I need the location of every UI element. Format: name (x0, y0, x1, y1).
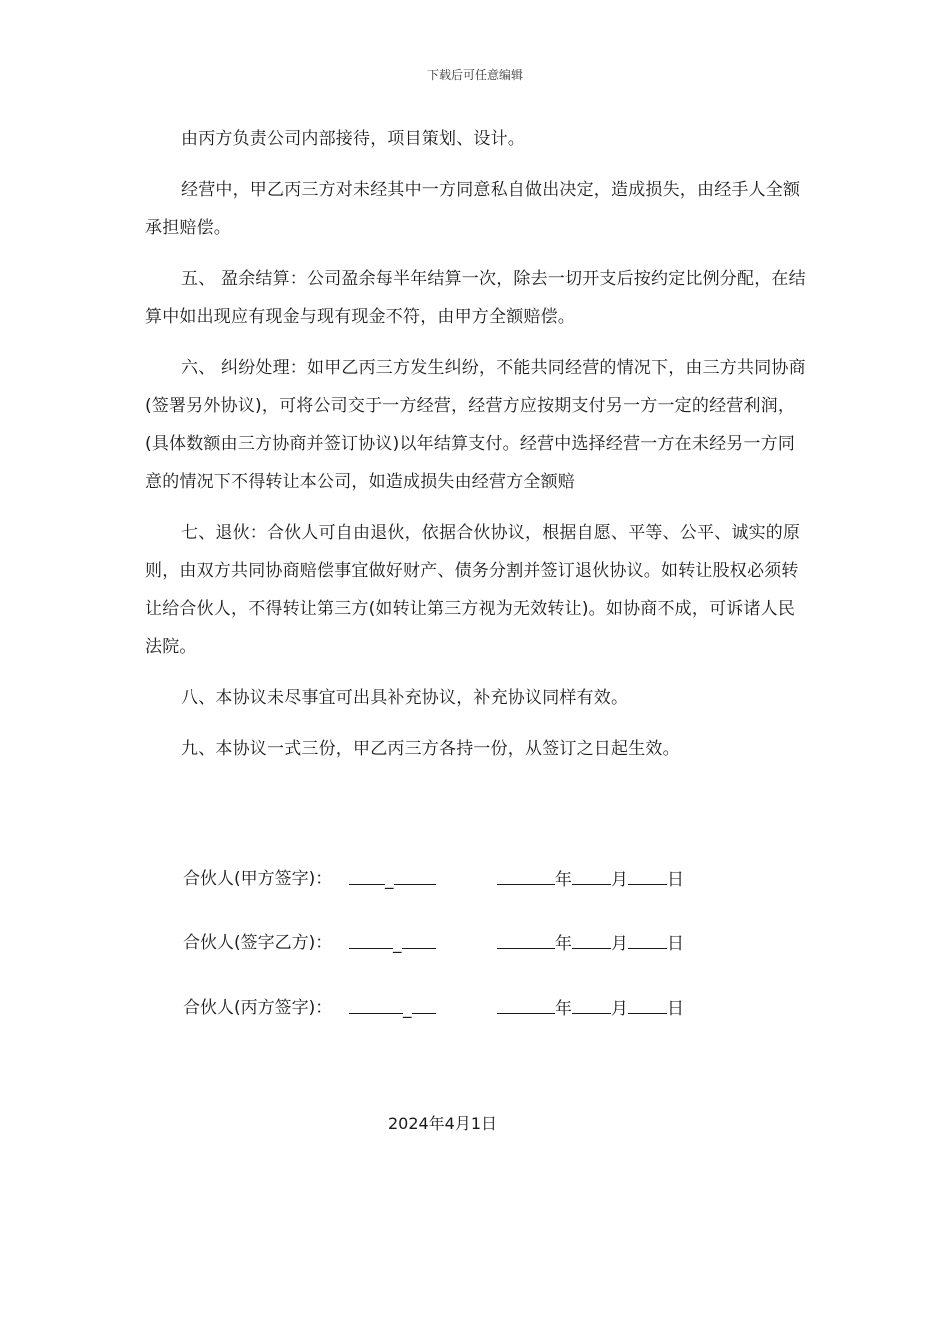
paragraph-liability: 经营中，甲乙丙三方对未经其中一方同意私自做出决定，造成损失，由经手人全额承担赔偿。 (145, 180, 801, 238)
header-note: 下载后可任意编辑 (426, 68, 523, 82)
signature-field[interactable] (349, 930, 436, 957)
paragraph-reception: 由丙方负责公司内部接待，项目策划、设计。 (181, 129, 525, 149)
signature-label: 合伙人(签字乙方)： (183, 933, 333, 953)
signature-row-party-a (183, 866, 743, 892)
paragraph-withdrawal: 七、退伙：合伙人可自由退伙，依据合伙协议，根据自愿、平等、公平、诚实的原则，由双方共同协商赔偿事宜做好财产、债务分割并签订退伙协议。如转让股权必须转让给合伙人，不得转让第三方(如转让第三方视为无效转让)。如协商不成，可诉诸人民法院。 (145, 523, 801, 657)
signature-row-party-c (183, 995, 743, 1021)
month-label: 月 (611, 999, 628, 1019)
month-label: 月 (611, 934, 628, 954)
signature-separator: _ (393, 934, 402, 954)
day-label: 日 (667, 999, 684, 1019)
signature-separator: _ (385, 870, 394, 890)
agreement-body (145, 120, 810, 781)
signature-field[interactable] (349, 866, 436, 893)
signature-label: 合伙人(丙方签字)： (183, 998, 333, 1018)
day-label: 日 (667, 934, 684, 954)
paragraph-copies: 九、本协议一式三份，甲乙丙三方各持一份，从签订之日起生效。 (181, 739, 680, 759)
paragraph-supplement: 八、本协议未尽事宜可出具补充协议，补充协议同样有效。 (181, 688, 629, 708)
year-label: 年 (555, 870, 572, 890)
signature-row-party-b (183, 930, 743, 956)
date-field[interactable] (497, 866, 684, 893)
signature-field[interactable] (349, 995, 436, 1022)
footer-date: 2024年4月1日 (387, 1114, 498, 1133)
paragraph-profit-settlement: 五、 盈余结算：公司盈余每半年结算一次，除去一切开支后按约定比例分配，在结算中如出现应有现金与现有现金不符，由甲方全额赔偿。 (145, 269, 806, 327)
year-label: 年 (555, 999, 572, 1019)
day-label: 日 (667, 870, 684, 890)
month-label: 月 (611, 870, 628, 890)
paragraph-dispute: 六、 纠纷处理：如甲乙丙三方发生纠纷，不能共同经营的情况下，由三方共同协商(签署另外协议)，可将公司交于一方经营，经营方应按期支付另一方一定的经营利润，(具体数额由三方协商并签订协议)以年结算支付。经营中选择经营一方在未经另一方同意的情况下不得转让本公司，如造成损失由经营方全额赔 (145, 358, 806, 492)
year-label: 年 (555, 934, 572, 954)
signature-label: 合伙人(甲方签字)： (183, 869, 333, 889)
date-field[interactable] (497, 930, 684, 957)
signature-separator: _ (403, 999, 412, 1019)
date-field[interactable] (497, 995, 684, 1022)
